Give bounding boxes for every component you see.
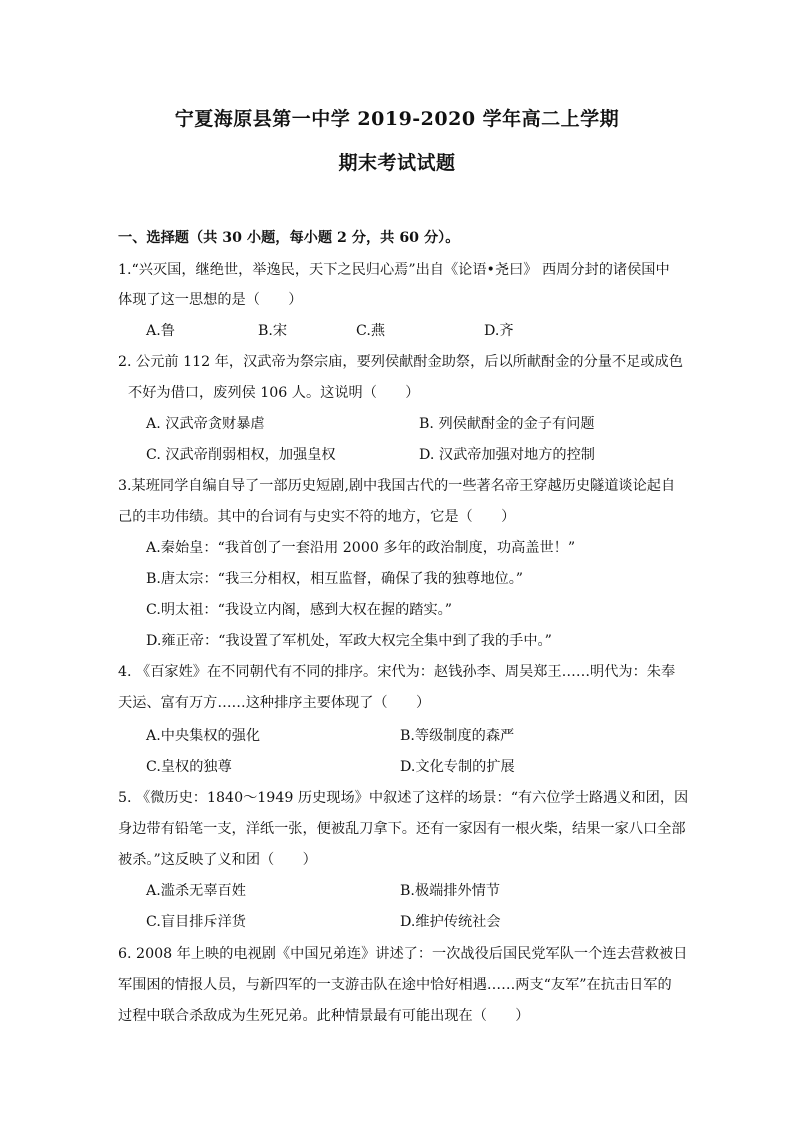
section-heading: 一、选择题（共 30 小题，每小题 2 分，共 60 分）。 — [118, 230, 460, 246]
question-text: 4. 《百家姓》在不同朝代有不同的排序。宋代为：赵钱孙李、周吴郑王……明代为：朱奉 — [118, 664, 676, 680]
question-text: 6. 2008 年上映的电视剧《中国兄弟连》讲述了：一次战役后国民党军队一个连去营救被日 — [118, 946, 688, 962]
question-text: 己的丰功伟绩。其中的台词有与史实不符的地方，它是（ ） — [118, 509, 516, 525]
question-text: 不好为借口，废列侯 106 人。这说明（ ） — [128, 385, 420, 401]
question-text: 身边带有铅笔一支，洋纸一张，便被乱刀拿下。还有一家因有一根火柴，结果一家八口全部 — [118, 821, 686, 837]
option-c: C.盲目排斥洋货 — [146, 914, 246, 930]
option-b: B.极端排外情节 — [400, 883, 501, 899]
option-c: C.皇权的独尊 — [146, 759, 232, 775]
option-a: A.滥杀无辜百姓 — [146, 883, 246, 899]
option-d: D.齐 — [484, 323, 514, 339]
question-text: 5. 《微历史：1840～1949 历史现场》中叙述了这样的场景：“有六位学士路遇义和团，因 — [118, 790, 689, 806]
exam-title-line1: 宁夏海原县第一中学 2019-2020 学年高二上学期 — [174, 108, 620, 130]
question-text: 过程中联合杀敌成为生死兄弟。此种情景最有可能出现在（ ） — [118, 1008, 530, 1024]
option-b: B.宋 — [258, 323, 288, 339]
option-a: A.鲁 — [146, 323, 175, 339]
option-c: C. 汉武帝削弱相权，加强皇权 — [146, 447, 336, 463]
option-d: D.维护传统社会 — [400, 914, 501, 930]
exam-title-line2: 期末考试试题 — [338, 152, 456, 174]
option-a: A.中央集权的强化 — [146, 728, 261, 744]
question-text: 1.“兴灭国，继绝世，举逸民，天下之民归心焉”出自《论语•尧曰》 西周分封的诸侯国中 — [118, 262, 670, 278]
option-c: C.燕 — [356, 323, 386, 339]
question-text: 2. 公元前 112 年，汉武帝为祭宗庙，要列侯献酎金助祭，后以所献酎金的分量不足或成色 — [118, 354, 683, 370]
option-b: B.唐太宗：“我三分相权，相互监督，确保了我的独尊地位。” — [146, 571, 524, 587]
option-c: C.明太祖：“我设立内阁，感到大权在握的踏实。” — [146, 602, 453, 618]
question-text: 体现了这一思想的是（ ） — [118, 292, 303, 308]
option-a: A. 汉武帝贪财暴虐 — [146, 416, 265, 432]
option-b: B.等级制度的森严 — [400, 728, 515, 744]
option-d: D.文化专制的扩展 — [400, 759, 515, 775]
option-a: A.秦始皇：“我首创了一套沿用 2000 多年的政治制度，功高盖世！” — [146, 540, 576, 556]
option-d: D. 汉武帝加强对地方的控制 — [419, 447, 595, 463]
question-text: 被杀。”这反映了义和团（ ） — [118, 852, 317, 868]
question-text: 3.某班同学自编自导了一部历史短剧,剧中我国古代的一些著名帝王穿越历史隧道谈论起自 — [118, 478, 676, 494]
option-d: D.雍正帝：“我设置了军机处，军政大权完全集中到了我的手中。” — [146, 633, 552, 649]
option-b: B. 列侯献酎金的金子有问题 — [419, 416, 595, 432]
question-text: 天运、富有万方……这种排序主要体现了（ ） — [118, 695, 431, 711]
question-text: 军围困的情报人员，与新四军的一支游击队在途中恰好相遇……两支“友军”在抗击日军的 — [118, 977, 672, 993]
